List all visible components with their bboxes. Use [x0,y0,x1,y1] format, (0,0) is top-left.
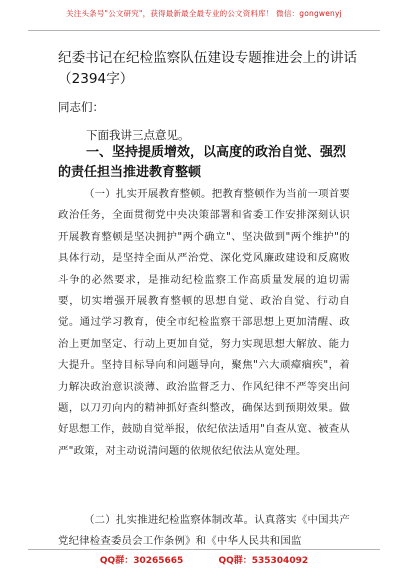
header-divider [28,30,380,31]
salutation: 同志们： [58,100,104,114]
footer [0,553,408,566]
body-paragraph-2: （二）扎实推进纪检监察体制改革。认真落实《中国共产党纪律检查委员会工作条例》和《中华人民共和国监 [58,514,350,548]
intro-line: 下面我讲三点意见。 [86,128,190,142]
body-paragraph-1: （一）扎实开展教育整顿。把教育整顿作为当前一项首要政治任务，全面贯彻党中央决策部署和省委工作安排深刻认识开展教育整顿是坚决拥护"两个确立"、坚决做到"两个维护"的具体行动，是坚持全面从严治党、深化党风廉政建设和反腐败斗争的必然要求，是推动纪检监察工作高质量发展的迫切需要，切实增强开展教育整顿的思想自觉、政治自觉、行动自觉。通过学习教育，使全市纪检监察干部思想上更加清醒、政治上更加坚定、行动上更加自觉，努力实现思想大解放、能力大提升。坚持目标导向和问题导向，聚焦"六大顽瘴痼疾"，着力解决政治意识淡薄、政治监督乏力、作风纪律不严等突出问题，以刀刃向内的精神抓好查纠整改，确保达到预期效果。做好思想工作，鼓励自觉举报，依纪依法适用"自查从宽、被查从严"政策，对主动说清问题的依规依纪依法从宽处理。 [58,188,350,457]
header-banner: 关注头条号"公文研究"，获得最新最全最专业的公文资料库！ 微信：gongwenyj [66,9,342,18]
footer-qq-group-1: QQ群：30265665 [99,556,184,566]
document-title: 纪委书记在纪检监察队伍建设专题推进会上的讲话（2394字） [58,50,358,87]
footer-divider [28,549,380,550]
footer-qq-group-2: QQ群：535304092 [218,556,309,566]
section-heading: 一、坚持提质增效，以高度的政治自觉、强烈的责任担当推进教育整顿 [58,145,347,180]
